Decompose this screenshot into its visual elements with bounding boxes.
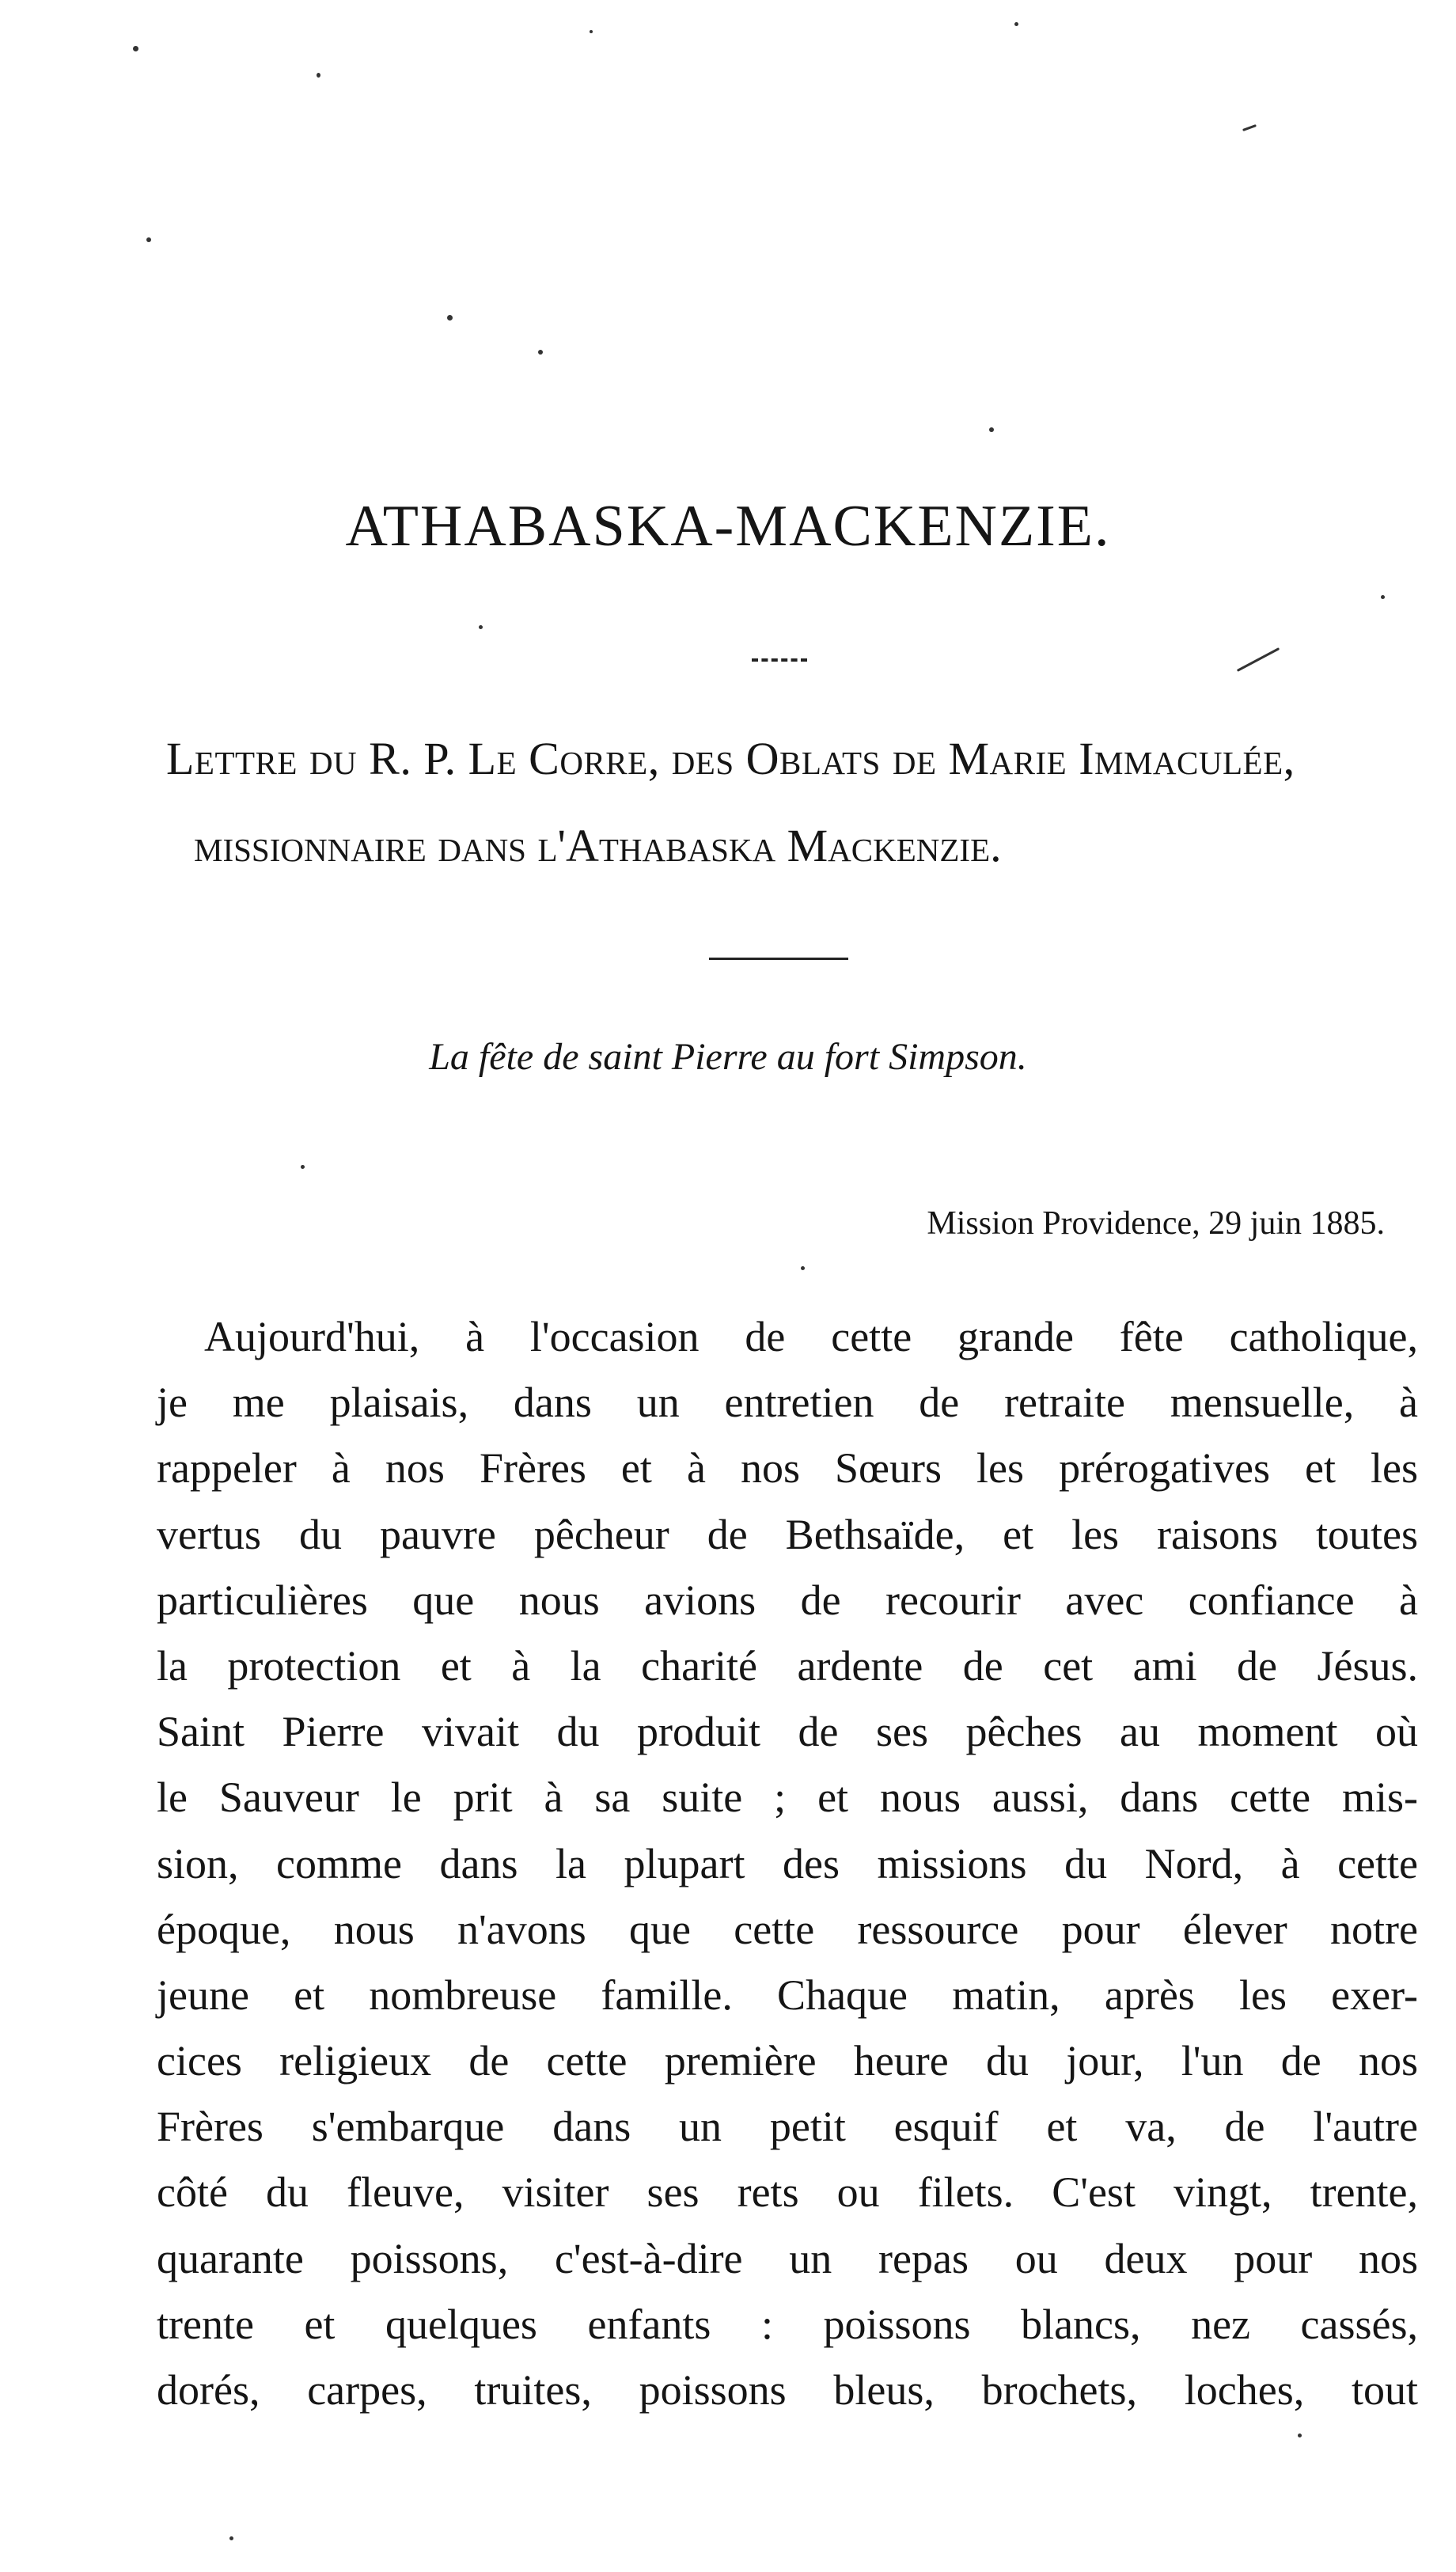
dateline: Mission Providence, 29 juin 1885.: [927, 1205, 1385, 1242]
body-line: Saint Pierre vivait du produit de ses pêches au moment où: [157, 1708, 1418, 1756]
body-line: le Sauveur le prit à sa suite ; et nous aussi, dans cette mis-: [157, 1773, 1418, 1822]
title-separator: [752, 658, 807, 662]
body-line: Frères s'embarque dans un petit esquif et va, de l'autre: [157, 2103, 1418, 2151]
scan-speck: [801, 1266, 805, 1270]
scan-speck: [447, 315, 453, 321]
scan-speck: [1014, 22, 1018, 26]
scan-speck: [479, 625, 483, 629]
body-line: quarante poissons, c'est-à-dire un repas ou deux pour nos: [157, 2234, 1418, 2282]
scan-speck: [146, 237, 151, 242]
body-text: [157, 1304, 1418, 2423]
body-line: époque, nous n'avons que cette ressource pour élever notre: [157, 1905, 1418, 1953]
scan-speck: [989, 427, 994, 432]
scan-speck: [1242, 124, 1257, 131]
body-line: côté du fleuve, visiter ses rets ou filets. C'est vingt, trente,: [157, 2168, 1418, 2217]
body-line: trente et quelques enfants : poissons blancs, nez cassés,: [157, 2300, 1418, 2348]
author-line-1: Lettre du R. P. Le Corre, des Oblats de Marie Immaculée,: [166, 733, 1295, 784]
author-line-2: missionnaire dans l'Athabaska Mackenzie.: [194, 820, 1002, 871]
body-line: vertus du pauvre pêcheur de Bethsaïde, et les raisons toutes: [157, 1510, 1418, 1558]
scan-speck: [1237, 647, 1280, 672]
scan-speck: [133, 46, 138, 51]
letter-subtitle: La fête de saint Pierre au fort Simpson.: [429, 1036, 1027, 1078]
body-line: sion, comme dans la plupart des missions du Nord, à cette: [157, 1839, 1418, 1887]
scan-speck: [590, 30, 593, 33]
scan-speck: [301, 1165, 305, 1169]
body-line: je me plaisais, dans un entretien de retraite mensuelle, à: [157, 1379, 1418, 1427]
body-line: rappeler à nos Frères et à nos Sœurs les prérogatives et les: [157, 1444, 1418, 1493]
scan-speck: [1298, 2434, 1302, 2437]
body-line: jeune et nombreuse famille. Chaque matin, après les exer-: [157, 1971, 1418, 2019]
scan-speck: [317, 73, 320, 78]
scan-speck: [229, 2536, 233, 2540]
section-rule: [709, 958, 848, 960]
body-line: dorés, carpes, truites, poissons bleus, brochets, loches, tout: [157, 2366, 1418, 2414]
scan-speck: [538, 350, 543, 355]
body-line: cices religieux de cette première heure du jour, l'un de nos: [157, 2037, 1418, 2085]
scan-speck: [1381, 595, 1385, 599]
body-line: la protection et à la charité ardente de cet ami de Jésus.: [157, 1641, 1418, 1690]
page-title: ATHABASKA-MACKENZIE.: [345, 494, 1111, 559]
body-line: Aujourd'hui, à l'occasion de cette grande fête catholique,: [204, 1313, 1418, 1360]
body-line: particulières que nous avions de recourir avec confiance à: [157, 1576, 1418, 1624]
